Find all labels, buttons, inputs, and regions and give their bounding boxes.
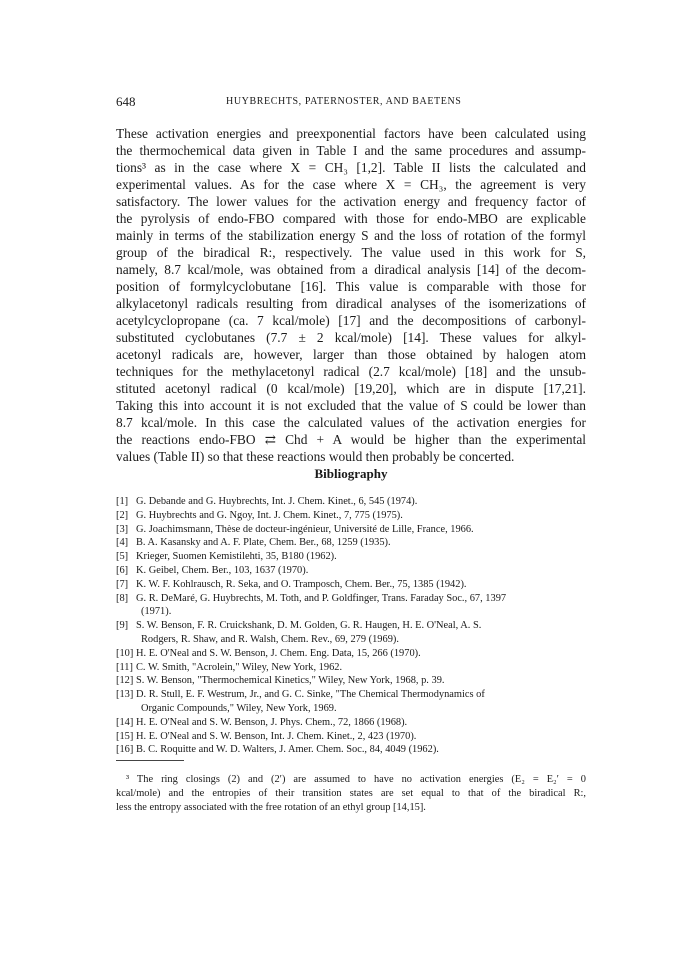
reference-text: H. E. O'Neal and S. W. Benson, J. Phys. Chem., 72, 1866 (1968). — [136, 716, 408, 728]
reference-item — [116, 523, 586, 537]
reference-item — [116, 564, 586, 578]
body-line: tions³ as in the case where X = CH₃ [1,2]. Table II lists the calculated and — [116, 160, 586, 175]
reference-text: Krieger, Suomen Kemistilehti, 35, B180 (1962). — [136, 551, 337, 563]
body-line: experimental values. As for the case where X = CH₃, the agreement is very — [116, 177, 586, 192]
reference-item — [116, 661, 586, 675]
reference-number: [13] — [116, 689, 134, 701]
reference-number: [8] — [116, 592, 129, 604]
running-header-authors: HUYBRECHTS, PATERNOSTER, AND BAETENS — [226, 96, 462, 107]
reference-text: S. W. Benson, "Thermochemical Kinetics," Wiley, New York, 1968, p. 39. — [136, 675, 445, 687]
reference-number: [5] — [116, 551, 129, 563]
reference-text: S. W. Benson, F. R. Cruickshank, D. M. Golden, G. R. Haugen, H. E. O'Neal, A. S. — [136, 620, 482, 632]
reference-item — [116, 578, 586, 592]
reference-text: (1971). — [141, 606, 172, 618]
reference-list — [116, 495, 586, 757]
reference-number: [4] — [116, 537, 129, 549]
reference-number: [10] — [116, 647, 134, 659]
reference-number: [6] — [116, 564, 129, 576]
reference-item — [116, 647, 586, 661]
reference-text: H. E. O'Neal and S. W. Benson, J. Chem. Eng. Data, 15, 266 (1970). — [136, 647, 421, 659]
body-line: satisfactory. The lower values for the activation energy and frequency factor of — [116, 194, 586, 209]
reference-text: Organic Compounds," Wiley, New York, 1969. — [141, 702, 337, 714]
reference-number: [16] — [116, 744, 134, 756]
reference-item — [116, 536, 586, 550]
reference-text: C. W. Smith, "Acrolein," Wiley, New York, 1962. — [136, 661, 343, 673]
footnote-line: less the entropy associated with the free rotation of an ethyl group [14,15]. — [116, 802, 426, 813]
footnote-line: kcal/mole) and the entropies of their transition states are set equal to that of the biradical R:, — [116, 788, 586, 799]
reference-text: K. W. F. Kohlrausch, R. Seka, and O. Tramposch, Chem. Ber., 75, 1385 (1942). — [136, 578, 467, 590]
body-line: stituted acetonyl radical (0 kcal/mole) [19,20], which are in dispute [17,21]. — [116, 381, 586, 396]
footnote-line: ³ The ring closings (2) and (2′) are assumed to have no activation energies (E₂ = E₂′ = 0 — [126, 774, 586, 785]
reference-item — [116, 592, 586, 620]
body-line: Taking this into account it is not excluded that the value of S could be lower than — [116, 398, 586, 413]
reference-item — [116, 716, 586, 730]
body-line: mainly in terms of the stabilization energy S and the loss of rotation of the formyl — [116, 228, 586, 243]
reference-number: [12] — [116, 675, 134, 687]
reference-item — [116, 550, 586, 564]
reference-text: H. E. O'Neal and S. W. Benson, Int. J. Chem. Kinet., 2, 423 (1970). — [136, 730, 417, 742]
reference-number: [11] — [116, 661, 133, 673]
bibliography-heading: Bibliography — [314, 466, 388, 481]
reference-number: [2] — [116, 509, 129, 521]
body-line: 8.7 kcal/mole. In this case the calculated values of the activation energies for — [116, 415, 586, 430]
body-line: acetylcyclopropane (ca. 7 kcal/mole) [17] and the decompositions of carbonyl- — [116, 313, 586, 328]
body-line: values (Table II) so that these reactions would then probably be concerted. — [116, 449, 515, 464]
reference-item — [116, 619, 586, 647]
body-line: techniques for the methylacetonyl radical (2.7 kcal/mole) [18] and the unsub- — [116, 364, 586, 379]
reference-item — [116, 674, 586, 688]
reference-number: [1] — [116, 496, 129, 507]
reference-text: G. Debande and G. Huybrechts, Int. J. Chem. Kinet., 6, 545 (1974). — [136, 496, 418, 507]
reference-number: [7] — [116, 578, 129, 590]
reference-number: [9] — [116, 620, 129, 632]
reference-text: K. Geibel, Chem. Ber., 103, 1637 (1970). — [136, 564, 309, 576]
reference-item — [116, 688, 586, 716]
body-line: acetonyl radicals are, however, larger than those obtained by halogen atom — [116, 347, 586, 362]
footnote-rule — [116, 760, 184, 761]
reference-item — [116, 509, 586, 523]
body-line: the reactions endo-FBO ⇄ Chd + A would be higher than the experimental — [116, 432, 586, 447]
reference-number: [3] — [116, 523, 129, 535]
body-line: alkylacetonyl radicals resulting from diradical analyses of the isomerizations of — [116, 296, 586, 311]
body-line: the thermochemical data given in Table I and the same procedures and assump- — [116, 143, 586, 158]
reference-text: G. Huybrechts and G. Ngoy, Int. J. Chem. Kinet., 7, 775 (1975). — [136, 509, 403, 521]
body-line: These activation energies and preexponential factors have been calculated using — [116, 126, 586, 141]
running-header — [116, 94, 586, 110]
body-line: namely, 8.7 kcal/mole, was obtained from a diradical analysis [14] of the decom- — [116, 262, 586, 277]
reference-text: B. C. Roquitte and W. D. Walters, J. Amer. Chem. Soc., 84, 4049 (1962). — [136, 744, 439, 756]
page-number: 648 — [116, 94, 136, 109]
reference-text: Rodgers, R. Shaw, and R. Walsh, Chem. Rev., 69, 279 (1969). — [141, 633, 399, 645]
reference-number: [15] — [116, 730, 134, 742]
reference-text: G. Joachimsmann, Thèse de docteur-ingénieur, Université de Lille, France, 1966. — [136, 523, 474, 535]
reference-item — [116, 495, 586, 509]
body-line: the pyrolysis of endo-FBO compared with those for endo-MBO are explicable — [116, 211, 586, 226]
body-line: group of the biradical R:, respectively. The value used in this work for S, — [116, 245, 586, 260]
body-line: substituted cyclobutanes (7.7 ± 2 kcal/mole) [14]. These values for alkyl- — [116, 330, 586, 345]
reference-text: B. A. Kasansky and A. F. Plate, Chem. Ber., 68, 1259 (1935). — [136, 537, 391, 549]
reference-text: D. R. Stull, E. F. Westrum, Jr., and G. C. Sinke, "The Chemical Thermodynamics of — [136, 689, 485, 701]
body-line: position of formylcyclobutane [16]. This value is comparable with those for — [116, 279, 586, 294]
reference-item — [116, 730, 586, 744]
reference-text: G. R. DeMaré, G. Huybrechts, M. Toth, and P. Goldfinger, Trans. Faraday Soc., 67, 1397 — [136, 592, 507, 604]
body-paragraph — [116, 125, 586, 465]
reference-number: [14] — [116, 716, 134, 728]
footnote — [116, 773, 586, 815]
reference-item — [116, 743, 586, 757]
